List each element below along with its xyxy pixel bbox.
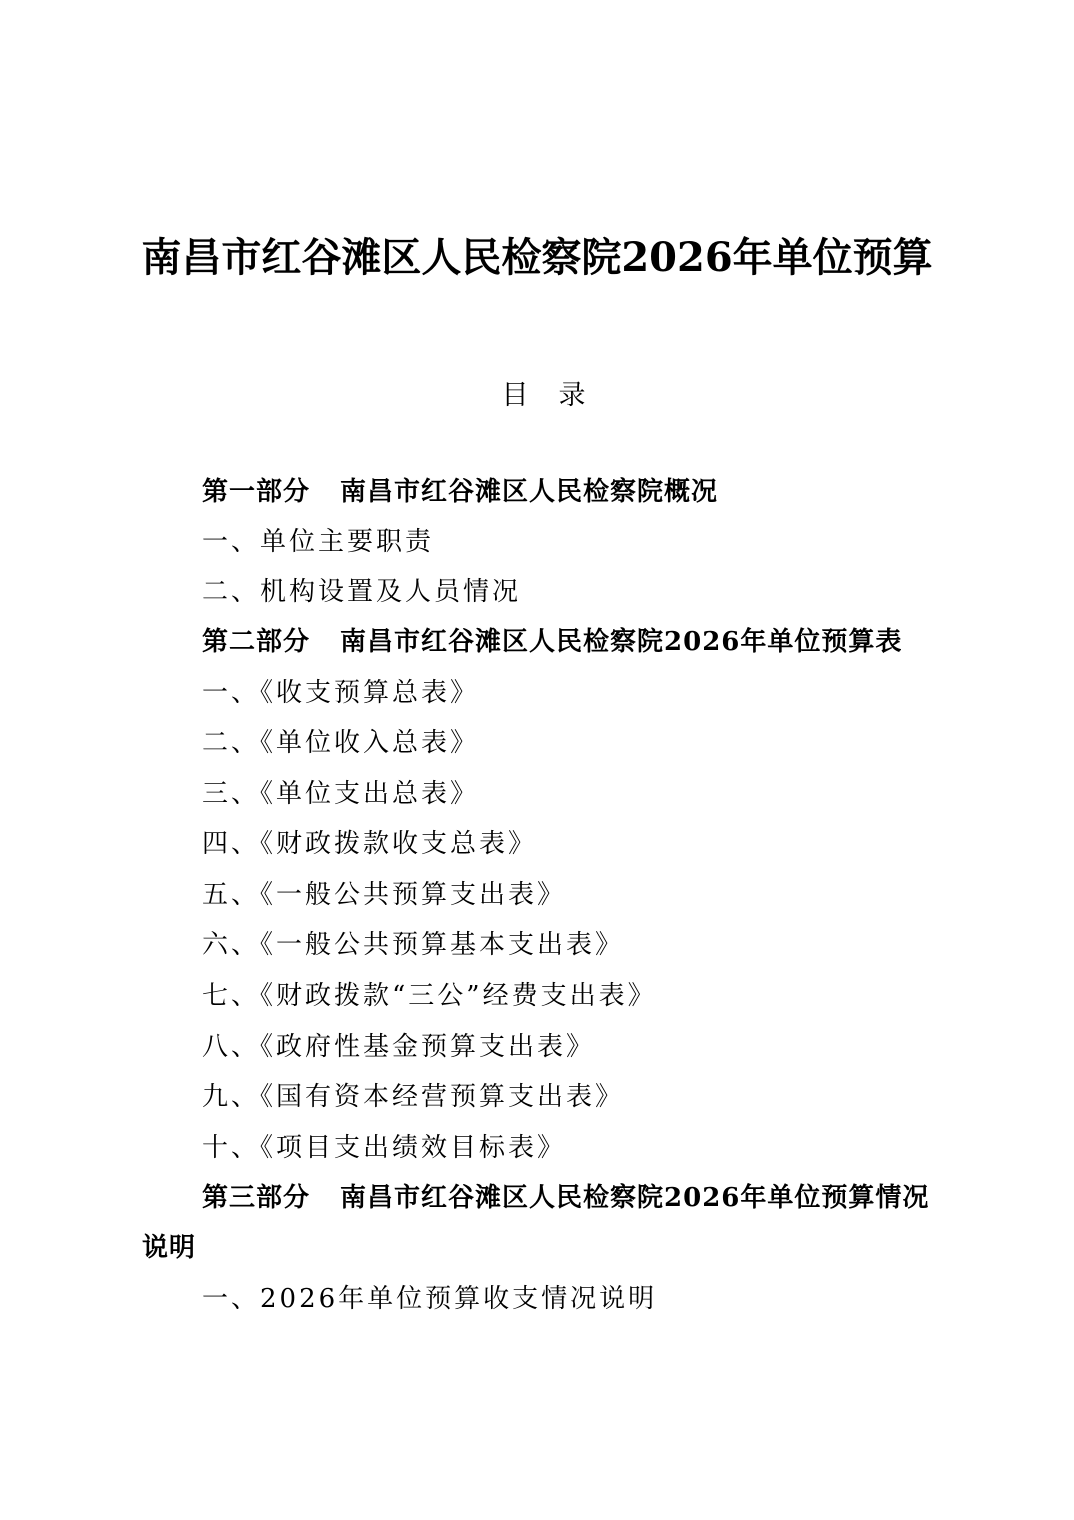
- toc-item: 三、《单位支出总表》: [202, 779, 480, 809]
- toc-part-label: 第一部分: [202, 477, 311, 507]
- toc-item: 五、《一般公共预算支出表》: [202, 880, 567, 910]
- toc-heading-char-2: 录: [558, 380, 586, 411]
- toc-part-label: 第三部分: [202, 1183, 311, 1213]
- toc-heading: [0, 372, 1074, 420]
- toc-item: 八、《政府性基金预算支出表》: [202, 1032, 596, 1062]
- toc-item: 九、《国有资本经营预算支出表》: [202, 1082, 625, 1112]
- toc-part-label: 第二部分: [202, 627, 311, 657]
- toc-part-3-continued: 说明: [142, 1233, 197, 1263]
- toc-item: 十、《项目支出绩效目标表》: [202, 1133, 567, 1163]
- toc-part-text: 南昌市红谷滩区人民检察院2026年单位预算情况: [340, 1183, 930, 1213]
- toc-part-text: 南昌市红谷滩区人民检察院概况: [340, 477, 719, 507]
- toc-part-3: [202, 1178, 929, 1218]
- toc-item: 七、《财政拨款“三公”经费支出表》: [202, 981, 657, 1011]
- toc-item: 一、《收支预算总表》: [202, 678, 480, 708]
- toc-item: 一、单位主要职责: [202, 527, 435, 557]
- toc-part-text: 南昌市红谷滩区人民检察院2026年单位预算表: [340, 627, 903, 657]
- document-title: 南昌市红谷滩区人民检察院2026年单位预算: [141, 234, 933, 281]
- toc-heading-char-1: 目: [501, 380, 529, 411]
- toc-item: 六、《一般公共预算基本支出表》: [202, 930, 625, 960]
- toc-item: 二、《单位收入总表》: [202, 728, 480, 758]
- toc-item: 一、2026年单位预算收支情况说明: [202, 1284, 658, 1314]
- toc-item: 四、《财政拨款收支总表》: [202, 829, 538, 859]
- toc-part-1: [202, 472, 718, 512]
- toc-item: 二、机构设置及人员情况: [202, 577, 522, 607]
- toc-part-2: [202, 622, 902, 662]
